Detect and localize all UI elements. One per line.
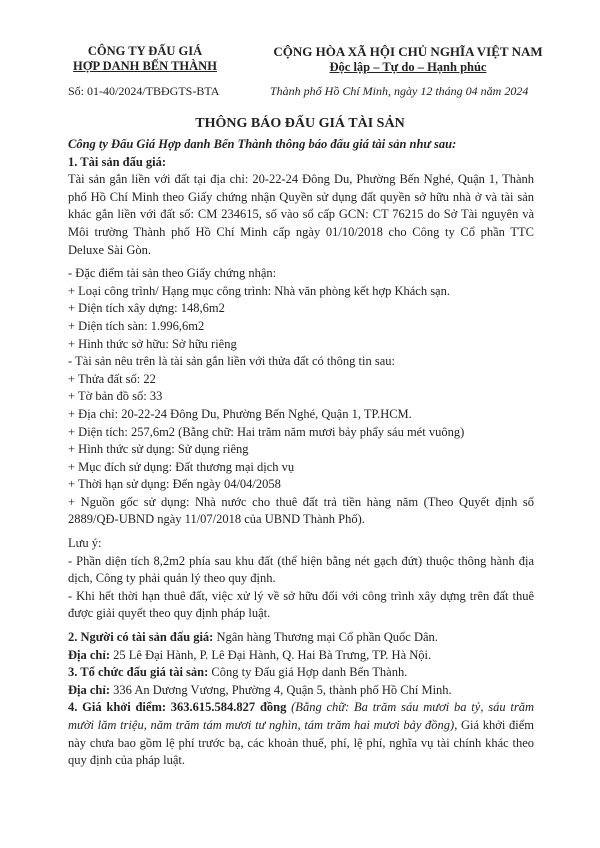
land-origin: + Nguồn gốc sử dụng: Nhà nước cho thuê đất trả tiền hàng năm (Theo Quyết định số 2889/QĐ-UBND ngày 11/07/2018 của UBND Thành Phố). [68, 494, 534, 527]
company-name-line1: CÔNG TY ĐẤU GIÁ [87, 44, 203, 58]
note-item: - Khi hết thời hạn thuê đất, việc xử lý về sở hữu đối với công trình xây dựng trên đất thuê được giải quyết theo quy định pháp luật. [68, 588, 534, 621]
land-item: + Thời hạn sử dụng: Đến ngày 04/04/2058 [68, 477, 281, 492]
section2-owner [68, 629, 534, 647]
section2-address-value: 25 Lê Đại Hành, P. Lê Đại Hành, Q. Hai Bà Trưng, TP. Hà Nội. [110, 647, 432, 662]
land-item: + Địa chỉ: 20-22-24 Đông Du, Phường Bến Nghé, Quận 1, TP.HCM. [68, 406, 412, 421]
starting-price-words: (Bằng chữ: Ba trăm sáu mươi ba tỷ, sáu trăm mười lăm triệu, năm trăm tám mươi tư nghìn, tám trăm hai mươi bảy đồng) [68, 700, 534, 732]
section3-address [68, 682, 534, 700]
section4-label: 4. Giá khởi điểm: [68, 700, 167, 715]
section3-label: 3. Tổ chức đấu giá tài sản: [68, 665, 209, 680]
land-item: + Mục đích sử dụng: Đất thương mại dịch vụ [68, 459, 295, 474]
feature-item: + Diện tích xây dựng: 148,6m2 [68, 301, 225, 316]
company-header [60, 44, 230, 74]
section2-address [68, 647, 534, 665]
starting-price-note: , Giá khởi điểm này chưa bao gồm lệ phí trước bạ, các khoản thuế, phí, lệ phí, nghĩa vụ tài chính khác theo quy định của pháp luật. [68, 718, 535, 768]
section3-address-label: Địa chỉ: [68, 682, 111, 697]
nation-motto: Độc lập – Tự do – Hạnh phúc [329, 60, 487, 74]
nation-header [258, 44, 558, 75]
place-date: Thành phố Hồ Chí Minh, ngày 12 tháng 04 năm 2024 [270, 84, 529, 98]
document-title: THÔNG BÁO ĐẤU GIÁ TÀI SẢN [195, 116, 405, 131]
section2-value: Ngân hàng Thương mại Cổ phần Quốc Dân. [213, 630, 438, 645]
land-item: + Hình thức sử dụng: Sử dụng riêng [68, 442, 249, 457]
starting-price-amount: 363.615.584.827 đồng [166, 700, 287, 715]
land-heading: - Tài sản nêu trên là tài sản gắn liền với thửa đất có thông tin sau: [68, 354, 395, 369]
note-heading: Lưu ý: [68, 536, 102, 551]
section2-address-label: Địa chỉ: [68, 647, 111, 662]
land-item: + Thửa đất số: 22 [68, 371, 156, 386]
document-number: Số: 01-40/2024/TBĐGTS-BTA [68, 84, 220, 98]
section3-value: Công ty Đấu giá Hợp danh Bến Thành. [208, 665, 408, 680]
feature-item: + Hình thức sở hữu: Sở hữu riêng [68, 336, 237, 351]
nation-name: CỘNG HÒA XÃ HỘI CHỦ NGHĨA VIỆT NAM [273, 44, 543, 59]
land-item: + Diện tích: 257,6m2 (Bằng chữ: Hai trăm năm mươi bảy phẩy sáu mét vuông) [68, 424, 465, 439]
section3-organizer [68, 664, 534, 682]
section3-address-value: 336 An Dương Vương, Phường 4, Quận 5, thành phố Hồ Chí Minh. [110, 682, 452, 697]
features-heading: - Đặc điểm tài sản theo Giấy chứng nhận: [68, 266, 277, 281]
feature-item: + Diện tích sàn: 1.996,6m2 [68, 318, 205, 333]
note-item: - Phần diện tích 8,2m2 phía sau khu đất (thể hiện bằng nét gạch đứt) thuộc thông hành địa dịch, Công ty phải quản lý theo quy định. [68, 553, 534, 586]
land-item: + Tờ bản đồ số: 33 [68, 389, 163, 404]
document-body [68, 136, 534, 770]
intro-line: Công ty Đấu Giá Hợp danh Bến Thành thông báo đấu giá tài sản như sau: [68, 137, 457, 151]
asset-description: Tài sản gắn liền với đất tại địa chỉ: 20-22-24 Đông Du, Phường Bến Nghé, Quận 1, Thành phố Hồ Chí Minh theo Giấy chứng nhận Quyền sử dụng đất quyền sở hữu nhà ở và tài sản khác gắn liền với đất số: CM 234615, số vào sổ cấp GCN: CT 76215 do Sở Tài nguyên và Môi trường Thành phố Hồ Chí Minh cấp ngày 01/10/2018 cho Công ty Cổ phần TTC Deluxe Sài Gòn. [68, 172, 534, 257]
section2-label: 2. Người có tài sản đấu giá: [68, 630, 214, 645]
company-name-line2: HỢP DANH BẾN THÀNH [73, 59, 217, 73]
section1-heading: 1. Tài sản đấu giá: [68, 154, 167, 169]
feature-item: + Loại công trình/ Hạng mục công trình: Nhà văn phòng kết hợp Khách sạn. [68, 283, 450, 298]
section4-starting-price [68, 699, 534, 769]
